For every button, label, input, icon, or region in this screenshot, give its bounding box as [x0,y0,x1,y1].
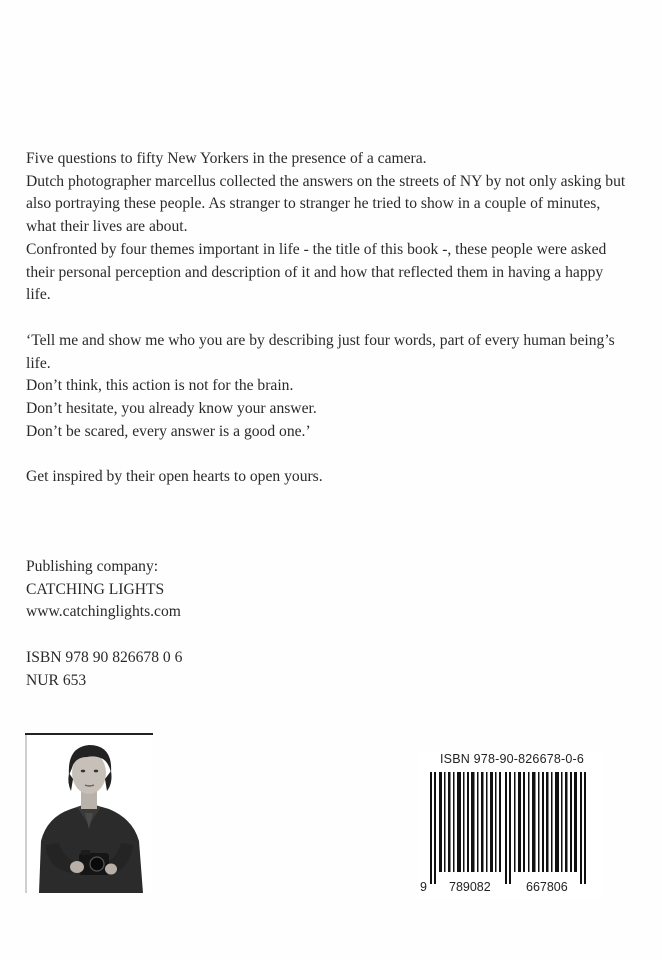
closing-text [26,466,626,489]
closing-line: Get inspired by their open hearts to open yours. [26,468,323,485]
barcode-bars [418,772,604,884]
publisher-label: Publishing company: [26,558,159,575]
photographer-with-camera-image [25,733,153,893]
book-identifiers [26,647,626,692]
publisher-info [26,556,626,624]
photo-border-top [25,733,153,735]
intro-text [26,148,626,307]
barcode-digit-first: 9 [420,880,427,894]
isbn-barcode [418,752,604,900]
nur-text: NUR 653 [26,671,87,689]
intro-line-1: Five questions to fifty New Yorkers in the presence of a camera. [26,150,427,167]
publisher-website: www.catchinglights.com [26,603,181,621]
quote-line-1: ‘Tell me and show me who you are by describing just four words, part of every human being’s life. [26,332,615,372]
intro-line-2: Dutch photographer marcellus collected the answers on the streets of NY by not only asking but also portraying these people. As stranger to stranger he tried to show in a couple of minutes, what their lives are about. [26,172,626,236]
author-photo [25,733,153,893]
intro-line-3: Confronted by four themes important in life - the title of this book -, these people were asked their personal perception and description of it and how that reflected them in having a happy life. [26,240,607,304]
quote-line-2: Don’t think, this action is not for the brain. [26,377,294,395]
quote-text [26,330,626,444]
photo-border-left [25,733,27,893]
isbn-text: ISBN 978 90 826678 0 6 [26,649,183,666]
barcode-digits-right: 667806 [526,880,568,894]
quote-line-4: Don’t be scared, every answer is a good one.’ [26,422,311,440]
publisher-name: CATCHING LIGHTS [26,580,165,598]
quote-line-3: Don’t hesitate, you already know your answer. [26,400,317,418]
barcode-digits-left: 789082 [449,880,491,894]
barcode-isbn-text: ISBN 978-90-826678-0-6 [440,752,585,766]
